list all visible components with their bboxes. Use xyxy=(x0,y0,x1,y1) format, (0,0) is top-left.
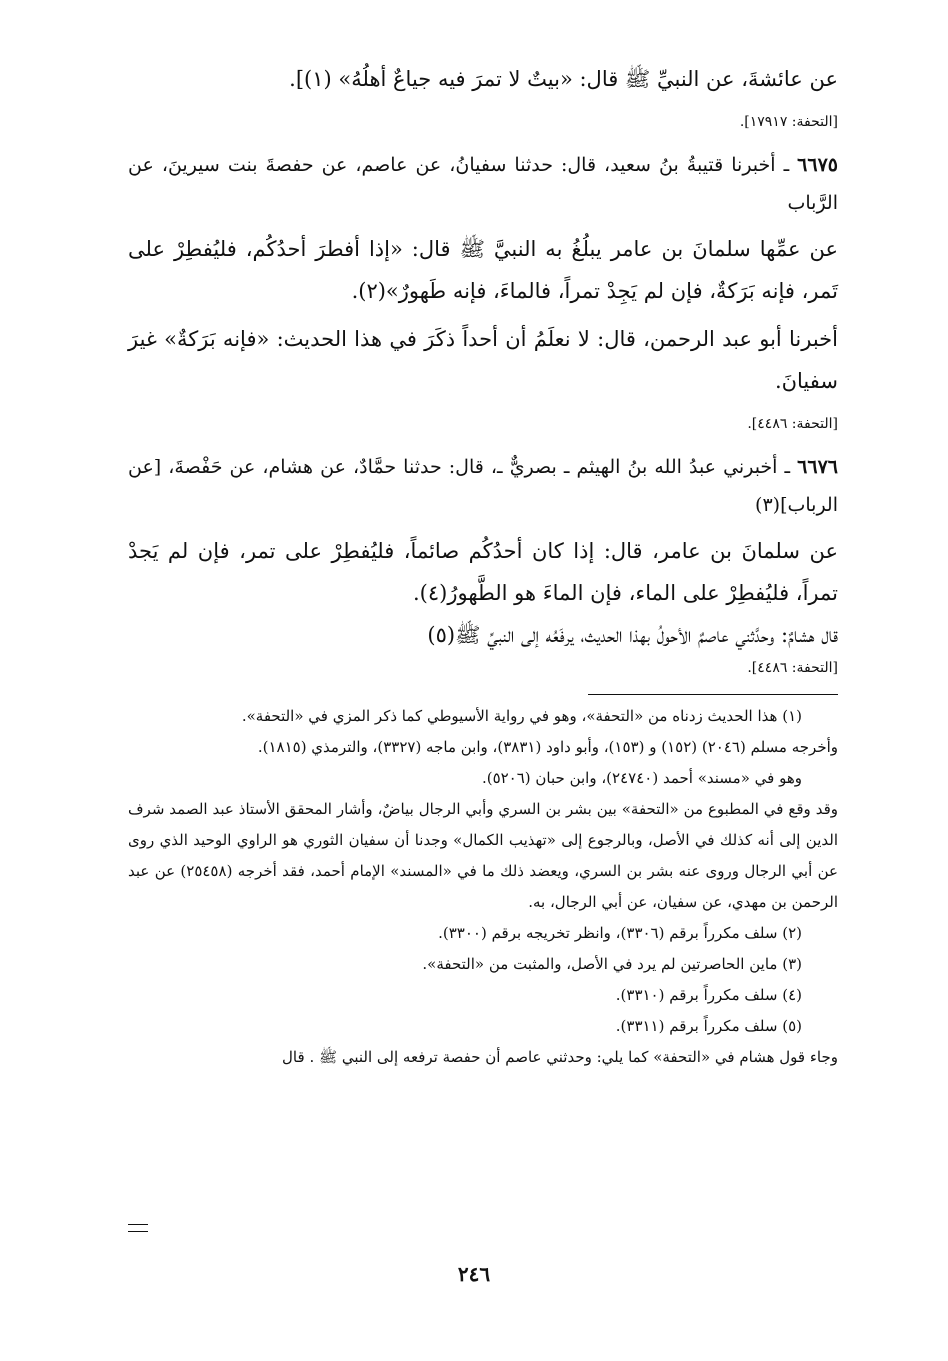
footnote-1-note: وقد وقع في المطبوع من «التحفة» بين بشر بن السري وأبي الرجال بياضٌ، وأشار المحقق الأستاذ عبد الصمد شرف الدين إلى أنه كذلك في الأصل، وبالرجوع إلى «تهذيب الكمال» وجدنا أن سفيان الثوري هو الراوي الوحيد الذي روى عن أبي الرجال وروى عنه بشر بن السري، ويعضد ذلك ما في «المسند» الإمام أحمد، فقد أخرجه (٢٥٤٥٨) عن عبد الرحمن بن مهدي، عن سفيان، عن أبي الرجال، به. xyxy=(128,800,838,911)
isnad-text: ـ أخبرنا قتيبةُ بنُ سعيد، قال: حدثنا سفيانُ، عن عاصم، عن حفصةَ بنت سيرينَ، عن الرَّباب xyxy=(128,154,838,214)
hisham-statement: قال هشامٌ: وحدَّثني عاصمٌ الأحولُ بهذا الحديث، يرفَعُه إلى النبيِّ ﷺ(٥) xyxy=(427,623,838,647)
hadith-6675-matn: عن عمِّها سلمانَ بن عامر يبلُغُ به النبيَّ ﷺ قال: «إذا أفطرَ أحدُكُم، فليُفطِرْ على تَمر، فإنه بَرَكةٌ، فإن لم يَجِدْ تمراً، فالماءَ، فإنه طَهورٌ»(٢). xyxy=(128,237,838,303)
footnote-divider xyxy=(588,694,838,695)
page-number: ٢٤٦ xyxy=(457,1262,491,1286)
isnad-text: ـ أخبرني عبدُ الله بنُ الهيثم ـ بصريٌّ ـ، قال: حدثنا حمَّادٌ، عن هشام، عن حَفْصةَ، [عن الرباب](٣) xyxy=(128,456,838,516)
tuhfa-reference: [التحفة: ١٧٩١٧]. xyxy=(739,114,838,130)
footnote-4: (٤) سلف مكرراً برقم (٣٣١٠). xyxy=(615,986,802,1004)
footnote-5-continuation: وجاء قول هشام في «التحفة» كما يلي: وحدثني عاصم أن حفصة ترفعه إلى النبي ﷺ . قال xyxy=(282,1048,838,1066)
footnote-1-takhrij: وأخرجه مسلم (٢٠٤٦) (١٥٢) و (١٥٣)، وأبو داود (٣٨٣١)، وابن ماجه (٣٣٢٧)، والترمذي (١٨١٥). xyxy=(257,738,838,756)
hadith-number: ٦٦٧٦ xyxy=(797,456,838,478)
tuhfa-reference: [التحفة: ٤٤٨٦]. xyxy=(747,416,838,432)
footnote-5: (٥) سلف مكرراً برقم (٣٣١١). xyxy=(615,1017,802,1035)
hadith-6676-isnad xyxy=(128,448,838,524)
page-content xyxy=(128,58,838,1073)
footnote-3: (٣) ماين الحاصرتين لم يرد في الأصل، والمثبت من «التحفة». xyxy=(422,955,802,973)
footnotes xyxy=(128,701,838,1073)
hadith-number: ٦٦٧٥ xyxy=(797,154,838,176)
author-comment: أخبرنا أبو عبد الرحمن، قال: لا نعلَمُ أن أحداً ذكَرَ في هذا الحديث: «فإنه بَرَكةٌ» غيرَ سفيانَ. xyxy=(128,327,838,393)
continuation-mark xyxy=(128,1224,148,1232)
footnote-2: (٢) سلف مكرراً برقم (٣٣٠٦)، وانظر تخريجه برقم (٣٣٠٠). xyxy=(438,924,802,942)
tuhfa-reference: [التحفة: ٤٤٨٦]. xyxy=(747,660,838,676)
footnote-1: (١) هذا الحديث زدناه من «التحفة»، وهو في رواية الأسيوطي كما ذكر المزي في «التحفة». xyxy=(241,707,802,725)
footnote-1-musnad: وهو في «مسند» أحمد (٢٤٧٤٠)، وابن حبان (٥٢٠٦). xyxy=(481,769,802,787)
hadith-6676-matn: عن سلمانَ بن عامر، قال: إذا كان أحدُكُم صائماً، فليُفطِرْ على تمر، فإن لم يَجدْ تمراً، فليُفطِرْ على الماء، فإن الماءَ هو الطَّهورُ(٤). xyxy=(128,539,838,605)
hadith-text-aisha: عن عائشةَ، عن النبيِّ ﷺ قال: «بيتٌ لا تمرَ فيه جياعٌ أهلُهُ» (١)]. xyxy=(289,67,838,91)
hadith-6675-isnad xyxy=(128,146,838,222)
